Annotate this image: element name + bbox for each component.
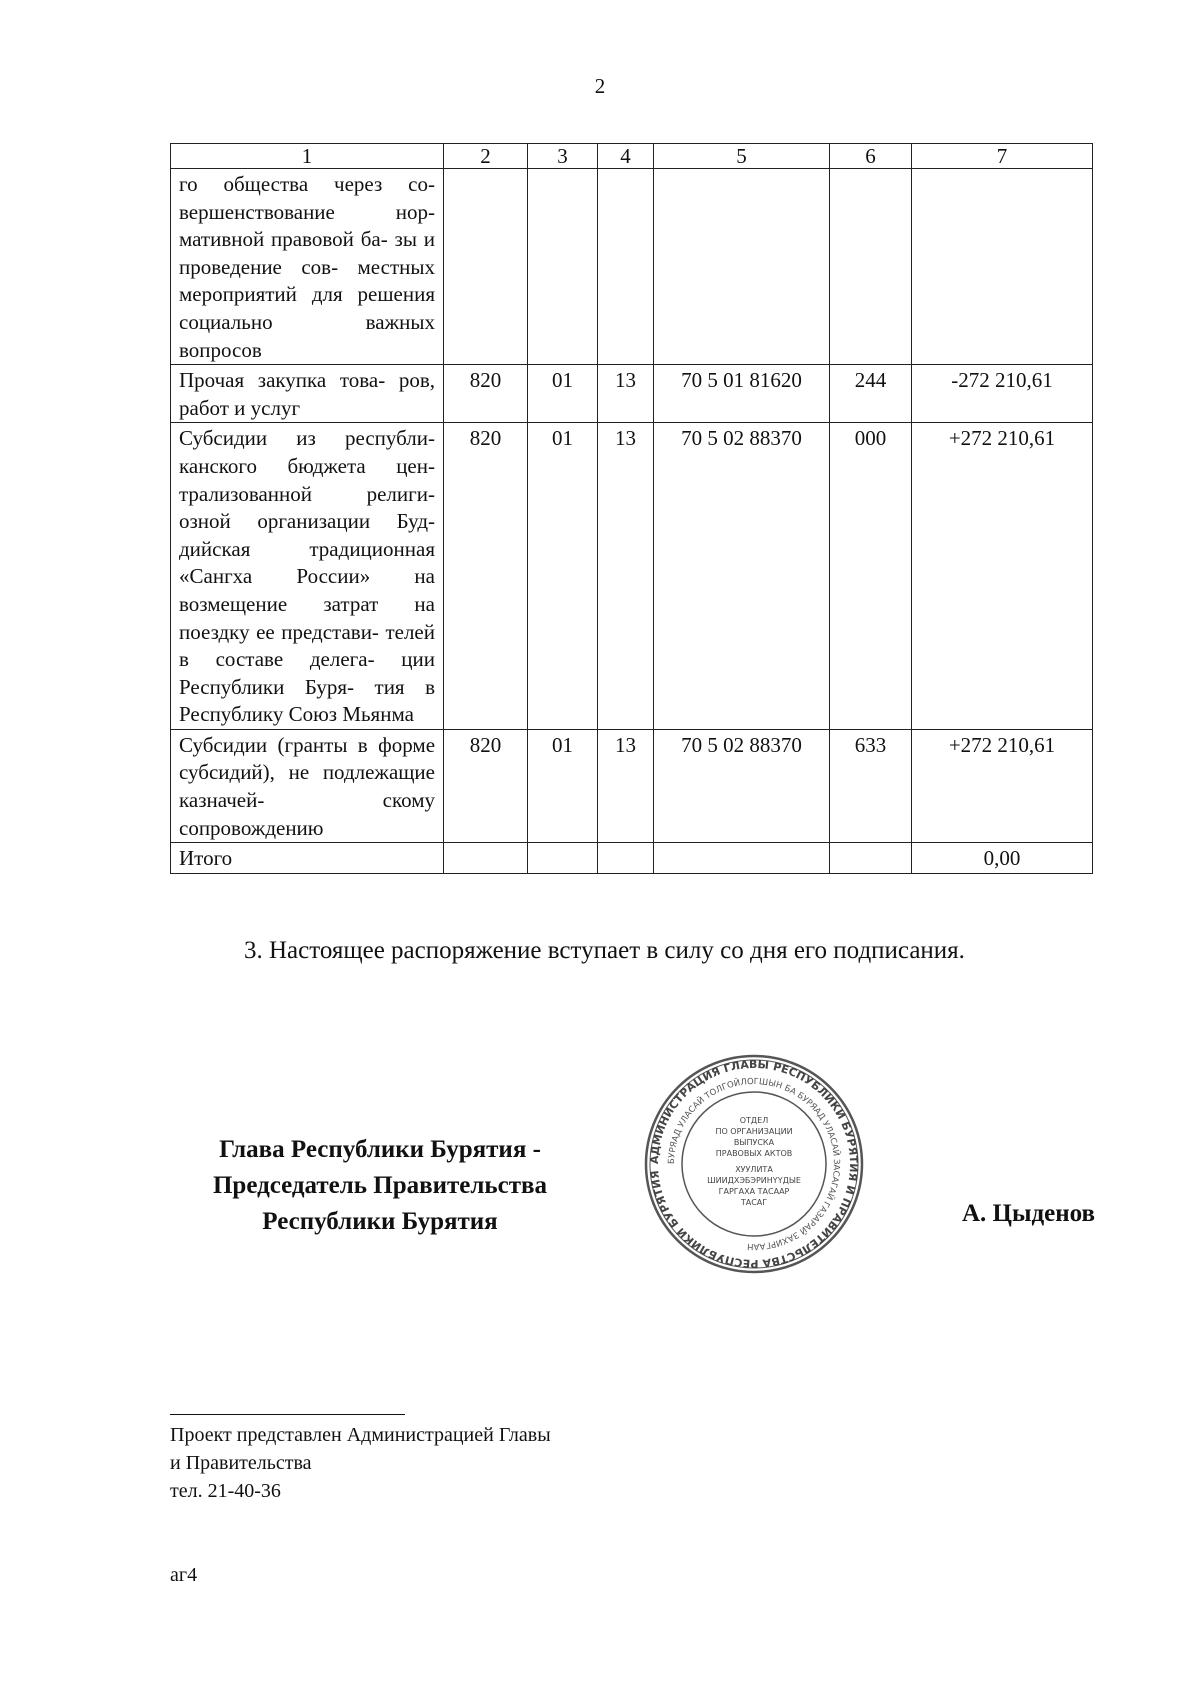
cell-expense-type: 000 xyxy=(830,423,912,730)
cell-ministry-code: 820 xyxy=(444,729,528,842)
page-number: 2 xyxy=(594,74,606,98)
svg-text:ПРАВОВЫХ АКТОВ: ПРАВОВЫХ АКТОВ xyxy=(715,1149,793,1158)
cell-subsection: 13 xyxy=(598,729,654,842)
cell-section: 01 xyxy=(528,423,598,730)
cell-subsection xyxy=(598,169,654,365)
cell-expense-type: 633 xyxy=(830,729,912,842)
cell-ministry-code xyxy=(444,169,528,365)
cell-subsection xyxy=(598,843,654,874)
budget-table xyxy=(170,143,1093,874)
cell-ministry-code: 820 xyxy=(444,423,528,730)
cell-amount: +272 210,61 xyxy=(912,423,1093,730)
cell-target-article xyxy=(654,843,830,874)
svg-text:ШИИДХЭБЭРИНҮҮДЫЕ: ШИИДХЭБЭРИНҮҮДЫЕ xyxy=(707,1176,801,1185)
table-row xyxy=(171,169,1093,365)
signatory-title: Глава Республики Бурятия - Председатель Правительства Республики Бурятия xyxy=(212,1136,548,1235)
cell-amount xyxy=(912,169,1093,365)
cell-ministry-code: 820 xyxy=(444,365,528,423)
row-description: го общества через со- вершенствование нор- мативной правовой ба- зы и проведение сов- местных мероприятий для решения социально важных вопросов xyxy=(171,169,444,365)
document-code: аг4 xyxy=(170,1564,198,1586)
column-header: 5 xyxy=(654,144,830,169)
footnote-divider xyxy=(170,1414,405,1415)
cell-target-article: 70 5 02 88370 xyxy=(654,423,830,730)
svg-text:БУРЯАД УЛАСАЙ ТОЛГОЙЛОГШЫН БА: БУРЯАД УЛАСАЙ ТОЛГОЙЛОГШЫН БА БУРЯАД УЛАСАЙ ЗАСАГАЙ ГАЗАРАЙ ЗАХИРГААН xyxy=(666,1076,842,1252)
cell-section: 01 xyxy=(528,365,598,423)
footnote: Проект представлен Администрацией Главы и Правительства тел. 21-40-36 xyxy=(170,1424,551,1502)
cell-ministry-code xyxy=(444,843,528,874)
cell-section xyxy=(528,843,598,874)
effective-date-clause: 3. Настоящее распоряжение вступает в силу со дня его подписания. xyxy=(244,937,965,964)
row-description: Прочая закупка това- ров, работ и услуг xyxy=(171,365,444,423)
column-header: 1 xyxy=(171,144,444,169)
svg-text:ТАСАГ: ТАСАГ xyxy=(740,1198,768,1207)
cell-target-article: 70 5 02 88370 xyxy=(654,729,830,842)
cell-amount: -272 210,61 xyxy=(912,365,1093,423)
cell-section xyxy=(528,169,598,365)
signatory-name: А. Цыденов xyxy=(961,1200,1095,1227)
svg-text:ВЫПУСКА: ВЫПУСКА xyxy=(733,1138,775,1147)
column-header: 3 xyxy=(528,144,598,169)
svg-text:ПО ОРГАНИЗАЦИИ: ПО ОРГАНИЗАЦИИ xyxy=(715,1127,793,1136)
table-row xyxy=(171,423,1093,730)
cell-expense-type xyxy=(830,843,912,874)
cell-subsection: 13 xyxy=(598,423,654,730)
cell-expense-type: 244 xyxy=(830,365,912,423)
table-row xyxy=(171,729,1093,842)
svg-text:ОТДЕЛ: ОТДЕЛ xyxy=(739,1116,769,1125)
cell-section: 01 xyxy=(528,729,598,842)
table-header-row xyxy=(171,144,1093,169)
column-header: 2 xyxy=(444,144,528,169)
total-label: Итого xyxy=(171,843,444,874)
row-description: Субсидии из республи- канского бюджета цен- трализованной религи- озной организации Буд- дийская традиционная «Сангха России» на возмещение затрат на поездку ее представи- телей в составе делега- ции Республики Буря- тия в Республику Союз Мьянма xyxy=(171,423,444,730)
column-header: 4 xyxy=(598,144,654,169)
cell-amount: +272 210,61 xyxy=(912,729,1093,842)
cell-target-article xyxy=(654,169,830,365)
cell-expense-type xyxy=(830,169,912,365)
column-header: 7 xyxy=(912,144,1093,169)
official-seal-stamp xyxy=(643,1053,865,1275)
cell-target-article: 70 5 01 81620 xyxy=(654,365,830,423)
row-description: Субсидии (гранты в форме субсидий), не подлежащие казначей- скому сопровождению xyxy=(171,729,444,842)
cell-total-amount: 0,00 xyxy=(912,843,1093,874)
table-total-row xyxy=(171,843,1093,874)
table-row xyxy=(171,365,1093,423)
svg-text:АДМИНИСТРАЦИЯ ГЛАВЫ РЕСПУБЛИКИ: АДМИНИСТРАЦИЯ ГЛАВЫ РЕСПУБЛИКИ БУРЯТИЯ И ПРАВИТЕЛЬСТВА РЕСПУБЛИКИ БУРЯТИЯ xyxy=(647,1057,861,1271)
svg-text:ХУУЛИТА: ХУУЛИТА xyxy=(735,1165,773,1174)
column-header: 6 xyxy=(830,144,912,169)
svg-text:ГАРГАХА ТАСААР: ГАРГАХА ТАСААР xyxy=(718,1187,790,1196)
cell-subsection: 13 xyxy=(598,365,654,423)
